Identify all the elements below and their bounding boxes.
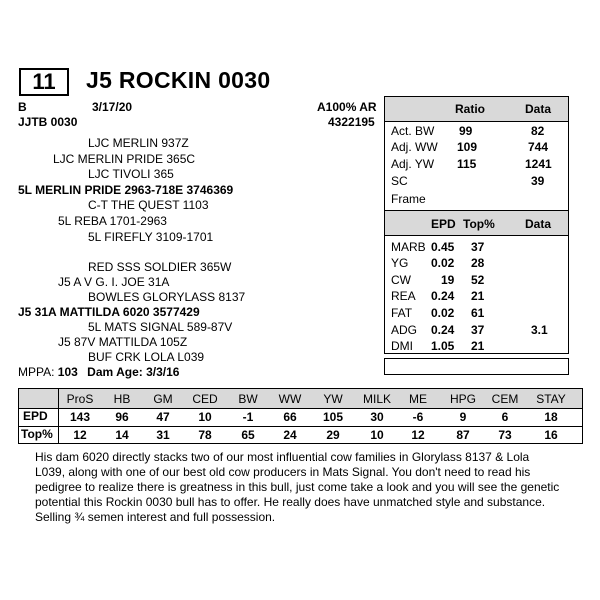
perf-label: Frame [391, 192, 426, 206]
description-line: potential this Rockin 0030 bull has to offer. He really does have unmatched style and substance. [35, 495, 546, 509]
description-line: pedigree to realize there is greatness in this bull, just come take a look and you will see the genetic [35, 480, 560, 494]
dam-age-label: Dam Age: [87, 365, 143, 379]
perf-label: Act. BW [391, 124, 435, 138]
carcass-epd: 0.24 [431, 323, 455, 337]
carcass-top: 52 [471, 273, 485, 287]
pedigree-sire-sire-dam: LJC TIVOLI 365 [88, 167, 174, 181]
pedigree-sire-sire-sire: LJC MERLIN 937Z [88, 136, 189, 150]
carcass-label: DMI [391, 339, 413, 353]
pedigree-dam-sire-dam: BOWLES GLORYLASS 8137 [88, 290, 246, 304]
epd-value: 30 [370, 410, 384, 424]
perf-label: Adj. WW [391, 140, 438, 154]
carcass-label: FAT [391, 306, 413, 320]
mppa-line [18, 365, 179, 379]
birth-date: 3/17/20 [92, 100, 133, 114]
registration-number: 4322195 [328, 115, 375, 129]
epd-row-label: EPD [23, 409, 48, 423]
divider [58, 389, 59, 443]
epd-value: 10 [198, 410, 212, 424]
carcass-epd: 19 [441, 273, 455, 287]
epd-col-header: HPG [449, 392, 476, 406]
carcass-top: 37 [471, 323, 485, 337]
carcass-top-header: Top% [463, 217, 495, 231]
top-percent-value: 10 [370, 428, 384, 442]
carcass-top: 28 [471, 256, 485, 270]
pedigree-dam-dam: J5 87V MATTILDA 105Z [58, 335, 188, 349]
top-percent-value: 12 [411, 428, 425, 442]
epd-col-header: BW [238, 392, 258, 406]
perf-data: 39 [531, 174, 545, 188]
carcass-label: MARB [391, 240, 426, 254]
perf-data: 82 [531, 124, 545, 138]
epd-value: -1 [242, 410, 254, 424]
carcass-top: 37 [471, 240, 485, 254]
top-percent-value: 73 [498, 428, 512, 442]
animal-name: J5 ROCKIN 0030 [86, 67, 271, 93]
carcass-label: REA [391, 289, 416, 303]
carcass-top: 21 [471, 339, 485, 353]
description-line: Selling ¾ semen interest and full possession. [35, 510, 276, 524]
pedigree-sire-dam-dam: 5L FIREFLY 3109-1701 [88, 230, 214, 244]
pedigree-sire-sire: LJC MERLIN PRIDE 365C [53, 152, 196, 166]
perf-ratio: 115 [457, 157, 477, 171]
top-percent-value: 78 [198, 428, 212, 442]
empty-box [384, 358, 569, 375]
description-line: L039, along with one of our best old cow producers in Mats Signal. You don't need to read his [35, 465, 531, 479]
top-percent-value: 65 [241, 428, 255, 442]
epd-col-header: ME [409, 392, 427, 406]
epd-col-header: CEM [491, 392, 519, 406]
epd-value: 47 [156, 410, 170, 424]
carcass-label: CW [391, 273, 411, 287]
top-percent-value: 12 [73, 428, 87, 442]
perf-label: Adj. YW [391, 157, 435, 171]
pedigree-sire-dam: 5L REBA 1701-2963 [58, 214, 167, 228]
epd-value: 18 [544, 410, 558, 424]
epd-table [18, 388, 583, 444]
pedigree-dam-dam-dam: BUF CRK LOLA L039 [88, 350, 205, 364]
epd-value: 66 [283, 410, 297, 424]
top-row-label: Top% [21, 427, 53, 441]
pedigree-dam: J5 31A MATTILDA 6020 3577429 [18, 305, 200, 319]
divider [385, 121, 568, 122]
epd-col-header: ProS [66, 392, 94, 406]
epd-value: -6 [412, 410, 424, 424]
epd-col-header: HB [113, 392, 131, 406]
carcass-top: 21 [471, 289, 485, 303]
top-percent-value: 14 [115, 428, 129, 442]
perf-label: SC [391, 174, 408, 188]
mppa-label: MPPA: [18, 365, 55, 379]
carcass-epd: 0.02 [431, 256, 455, 270]
description [35, 450, 570, 525]
carcass-data-header: Data [525, 217, 552, 231]
epd-col-header: CED [192, 392, 218, 406]
dam-age-value: 3/3/16 [146, 365, 180, 379]
divider [19, 426, 582, 427]
top-percent-value: 16 [544, 428, 558, 442]
epd-value: 105 [322, 410, 344, 424]
carcass-data: 3.1 [531, 323, 548, 337]
epd-value: 143 [69, 410, 91, 424]
carcass-label: YG [391, 256, 409, 270]
pedigree-dam-sire: J5 A V G. I. JOE 31A [58, 275, 170, 289]
top-percent-value: 24 [283, 428, 297, 442]
epd-col-header: STAY [536, 392, 566, 406]
perf-ratio: 109 [457, 140, 478, 154]
divider [385, 235, 568, 236]
pedigree-sire: 5L MERLIN PRIDE 2963-718E 3746369 [18, 183, 234, 197]
epd-col-header: GM [153, 392, 173, 406]
carcass-epd: 0.02 [431, 306, 455, 320]
divider [19, 408, 582, 409]
perf-data: 744 [528, 140, 549, 154]
epd-value: 9 [459, 410, 467, 424]
epd-value: 96 [115, 410, 129, 424]
tattoo: JJTB 0030 [18, 115, 78, 129]
carcass-epd: 0.45 [431, 240, 455, 254]
carcass-epd-header: EPD [431, 217, 456, 231]
carcass-top: 61 [471, 306, 485, 320]
mppa-value: 103 [57, 365, 78, 379]
perf-data: 1241 [525, 157, 552, 171]
breed-code: B [18, 100, 27, 114]
epd-col-header: WW [278, 392, 302, 406]
description-line: His dam 6020 directly stacks two of our most influential cow families in Glorylass 8137 & Lola [35, 450, 530, 464]
perf-ratio: 99 [459, 124, 473, 138]
lot-number: 11 [19, 68, 69, 96]
performance-table [384, 96, 569, 354]
pedigree-sire-dam-sire: C-T THE QUEST 1103 [88, 198, 209, 212]
ratio-header: Ratio [455, 102, 485, 116]
top-percent-value: 29 [326, 428, 340, 442]
pedigree-dam-sire-sire: RED SSS SOLDIER 365W [88, 260, 232, 274]
top-percent-value: 31 [156, 428, 170, 442]
epd-value: 6 [501, 410, 509, 424]
carcass-epd: 1.05 [431, 339, 455, 353]
breed-percentage: A100% AR [317, 100, 377, 114]
epd-col-header: MILK [362, 392, 391, 406]
data-header: Data [525, 102, 552, 116]
pedigree-dam-dam-sire: 5L MATS SIGNAL 589-87V [88, 320, 233, 334]
top-percent-value: 87 [456, 428, 470, 442]
epd-col-header: YW [323, 392, 343, 406]
carcass-label: ADG [391, 323, 418, 337]
carcass-epd: 0.24 [431, 289, 455, 303]
